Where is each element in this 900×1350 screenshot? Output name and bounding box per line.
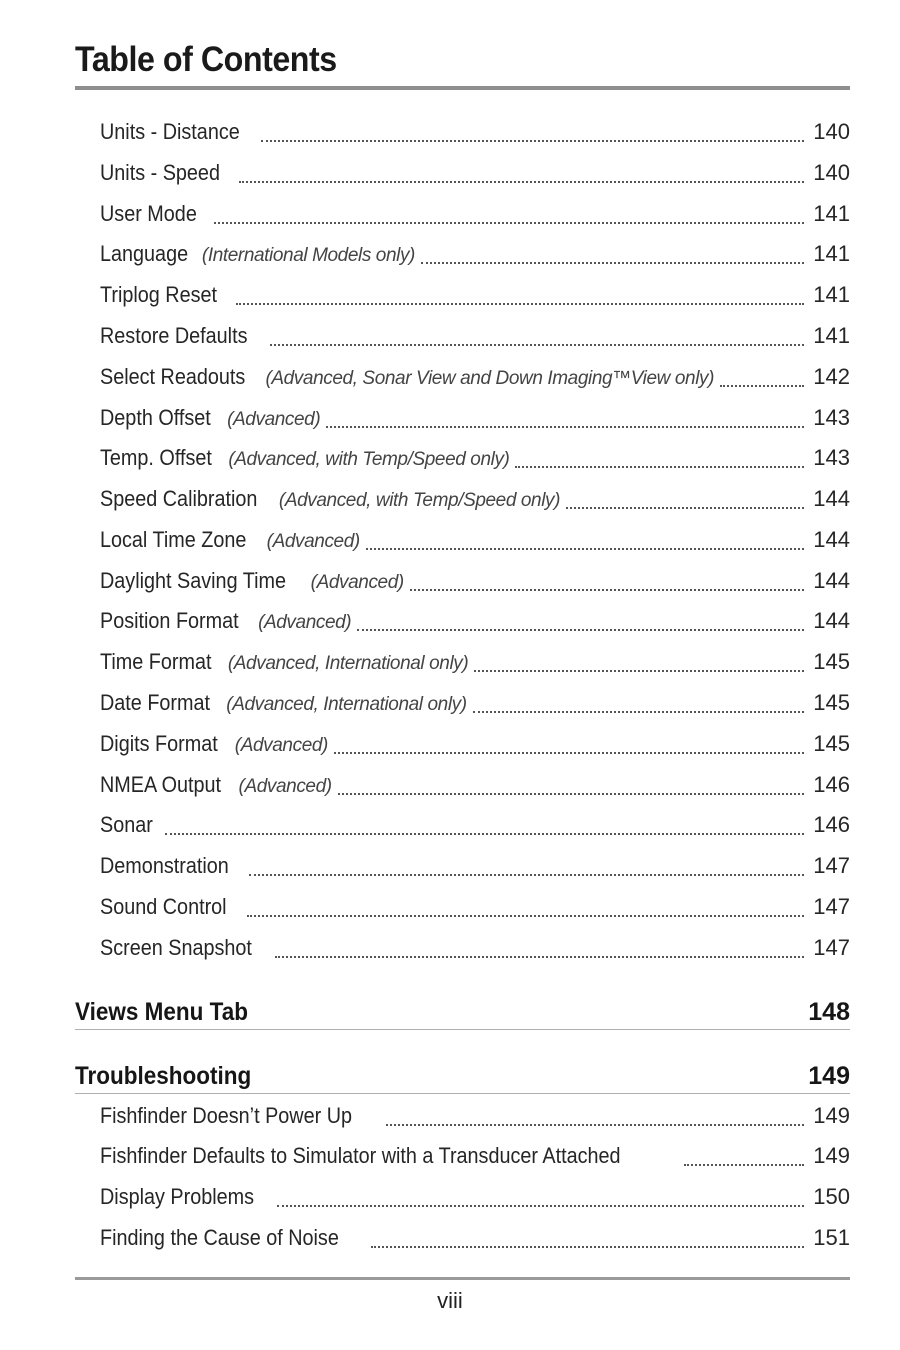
toc-entry-fishfinder-power[interactable] xyxy=(100,1103,850,1133)
entry-page: 146 xyxy=(813,772,850,797)
title-divider xyxy=(75,86,850,90)
dot-leader xyxy=(684,1164,804,1166)
entry-label: Units - Distance xyxy=(100,119,240,144)
toc-section-troubleshooting[interactable] xyxy=(75,1054,850,1094)
entry-page: 144 xyxy=(813,608,850,633)
entry-note: (Advanced) xyxy=(234,735,328,756)
dot-leader xyxy=(326,426,804,428)
entry-page: 144 xyxy=(813,527,850,552)
entry-label: Speed Calibration xyxy=(100,486,258,511)
toc-entry-time-format[interactable] xyxy=(100,649,850,679)
dot-leader xyxy=(261,140,804,142)
entry-page: 145 xyxy=(813,649,850,674)
entry-note: (Advanced) xyxy=(227,409,321,430)
entry-page: 147 xyxy=(813,894,850,919)
entry-page: 149 xyxy=(813,1103,850,1128)
dot-leader xyxy=(275,956,804,958)
entry-label: Date Format xyxy=(100,690,211,715)
entry-note: (Advanced, International only) xyxy=(226,694,467,715)
entry-label: Units - Speed xyxy=(100,160,220,185)
entry-label: Daylight Saving Time xyxy=(100,568,286,593)
entry-label: Sound Control xyxy=(100,894,227,919)
toc-entry-position-format[interactable] xyxy=(100,608,850,638)
entry-page: 141 xyxy=(813,282,850,307)
entry-page: 143 xyxy=(813,405,850,430)
toc-entry-user-mode[interactable] xyxy=(100,201,850,231)
dot-leader xyxy=(236,303,804,305)
dot-leader xyxy=(270,344,804,346)
page-number: viii xyxy=(437,1288,463,1313)
entry-page: 146 xyxy=(813,812,850,837)
dot-leader xyxy=(566,507,804,509)
toc-entry-sound-control[interactable] xyxy=(100,894,850,924)
entry-note: (Advanced) xyxy=(258,612,352,633)
entry-page: 144 xyxy=(813,486,850,511)
entry-page: 149 xyxy=(813,1143,850,1168)
dot-leader xyxy=(473,711,804,713)
dot-leader xyxy=(366,548,804,550)
entry-label: Triplog Reset xyxy=(100,282,218,307)
entry-label: Restore Defaults xyxy=(100,323,248,348)
dot-leader xyxy=(214,222,804,224)
entry-label: Finding the Cause of Noise xyxy=(100,1225,339,1250)
entry-label: Screen Snapshot xyxy=(100,935,252,960)
toc-entry-nmea-output[interactable] xyxy=(100,772,850,802)
dot-leader xyxy=(371,1246,804,1248)
toc-entry-sonar[interactable] xyxy=(100,812,850,842)
toc-entry-daylight-saving-time[interactable] xyxy=(100,568,850,598)
toc-section-views-menu-tab[interactable] xyxy=(75,990,850,1030)
footer-divider xyxy=(75,1277,850,1280)
dot-leader xyxy=(515,466,804,468)
entry-label: Fishfinder Doesn’t Power Up xyxy=(100,1103,353,1128)
entry-label: NMEA Output xyxy=(100,772,222,797)
entry-note: (Advanced, with Temp/Speed only) xyxy=(278,490,561,511)
entry-label: Time Format xyxy=(100,649,212,674)
entry-note: (Advanced, International only) xyxy=(227,653,469,674)
toc-entry-date-format[interactable] xyxy=(100,690,850,720)
entry-label: Digits Format xyxy=(100,731,218,756)
toc-entry-units-distance[interactable] xyxy=(100,119,850,149)
page-title: Table of Contents xyxy=(75,40,337,79)
section-page: 148 xyxy=(808,998,850,1026)
dot-leader xyxy=(421,262,804,264)
dot-leader xyxy=(720,385,804,387)
entry-page: 145 xyxy=(813,731,850,756)
entry-label: Fishfinder Defaults to Simulator with a Transducer Attached xyxy=(100,1143,621,1168)
entry-note: (Advanced, with Temp/Speed only) xyxy=(228,449,510,470)
dot-leader xyxy=(357,629,804,631)
entry-note: (Advanced) xyxy=(238,776,332,797)
dot-leader xyxy=(249,874,804,876)
entry-page: 147 xyxy=(813,853,850,878)
toc-entry-demonstration[interactable] xyxy=(100,853,850,883)
toc-entry-triplog-reset[interactable] xyxy=(100,282,850,312)
entry-page: 141 xyxy=(813,201,850,226)
entry-page: 141 xyxy=(813,323,850,348)
entry-page: 144 xyxy=(813,568,850,593)
entry-label: Depth Offset xyxy=(100,405,211,430)
section-page: 149 xyxy=(808,1062,850,1090)
dot-leader xyxy=(334,752,804,754)
dot-leader xyxy=(277,1205,804,1207)
section-title: Views Menu Tab xyxy=(75,998,248,1026)
entry-note: (Advanced) xyxy=(310,572,404,593)
toc-entry-local-time-zone[interactable] xyxy=(100,527,850,557)
toc-entry-speed-calibration[interactable] xyxy=(100,486,850,516)
toc-entry-digits-format[interactable] xyxy=(100,731,850,761)
toc-entry-units-speed[interactable] xyxy=(100,160,850,190)
entry-page: 145 xyxy=(813,690,850,715)
entry-label: Demonstration xyxy=(100,853,229,878)
dot-leader xyxy=(386,1124,804,1126)
entry-label: User Mode xyxy=(100,201,197,226)
dot-leader xyxy=(410,589,804,591)
entry-page: 142 xyxy=(813,364,850,389)
toc-entry-screen-snapshot[interactable] xyxy=(100,935,850,965)
dot-leader xyxy=(338,793,804,795)
entry-page: 147 xyxy=(813,935,850,960)
toc-entry-language[interactable] xyxy=(100,241,850,271)
entry-note: (International Models only) xyxy=(201,245,415,266)
toc-entry-cause-of-noise[interactable] xyxy=(100,1225,850,1255)
entry-note: (Advanced, Sonar View and Down Imaging™View only) xyxy=(265,368,715,389)
dot-leader xyxy=(247,915,804,917)
toc-entry-depth-offset[interactable] xyxy=(100,405,850,435)
entry-page: 140 xyxy=(813,160,850,185)
entry-note: (Advanced) xyxy=(266,531,360,552)
section-title: Troubleshooting xyxy=(75,1062,252,1090)
entry-label: Local Time Zone xyxy=(100,527,247,552)
dot-leader xyxy=(165,833,804,835)
toc-entry-select-readouts[interactable] xyxy=(100,364,850,394)
toc-entry-restore-defaults[interactable] xyxy=(100,323,850,353)
entry-page: 141 xyxy=(813,241,850,266)
toc-entry-temp-offset[interactable] xyxy=(100,445,850,475)
entry-page: 140 xyxy=(813,119,850,144)
entry-label: Sonar xyxy=(100,812,153,837)
toc-entry-display-problems[interactable] xyxy=(100,1184,850,1214)
toc-entry-fishfinder-simulator[interactable] xyxy=(100,1143,850,1173)
entry-label: Select Readouts xyxy=(100,364,246,389)
dot-leader xyxy=(474,670,804,672)
entry-page: 143 xyxy=(813,445,850,470)
entry-page: 151 xyxy=(813,1225,850,1250)
entry-label: Position Format xyxy=(100,608,239,633)
entry-label: Temp. Offset xyxy=(100,445,212,470)
entry-page: 150 xyxy=(813,1184,850,1209)
dot-leader xyxy=(239,181,804,183)
entry-label: Display Problems xyxy=(100,1184,255,1209)
entry-label: Language xyxy=(100,241,189,266)
